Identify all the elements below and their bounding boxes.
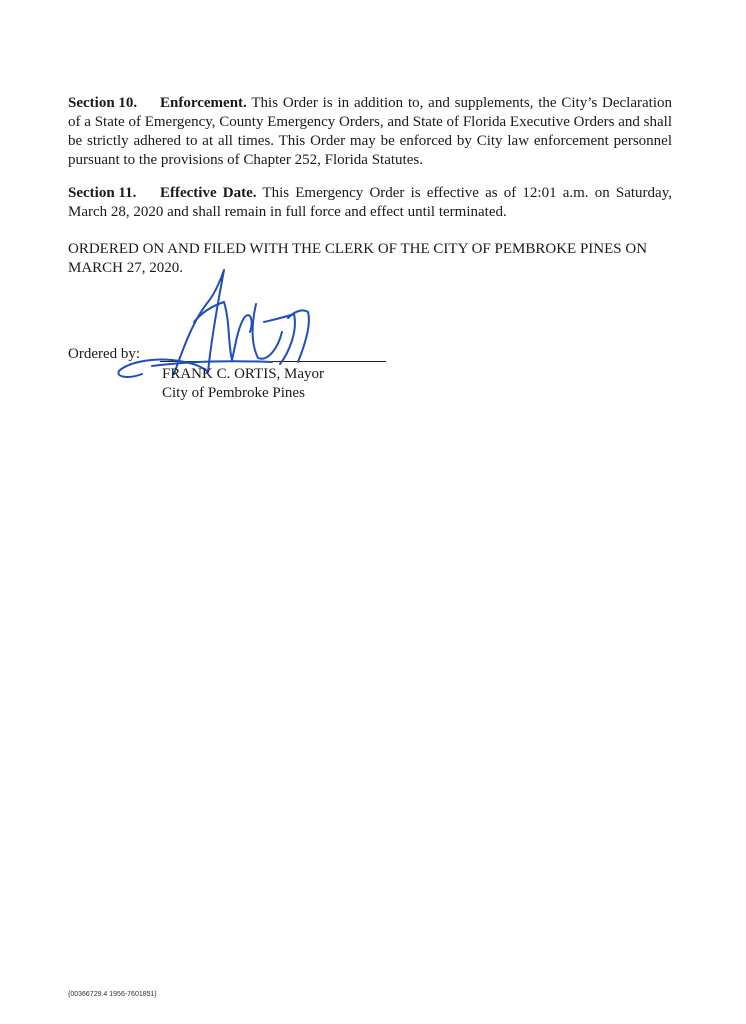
section-10-body: This Order is in addition to, and supplements, the City’s Declaration of a State of Emergency, County Emergency Orders, and State of Florida Executive Orders and shall be strictly adhered to at all times. This Order may be enforced by City law enforcement personnel pursuant to the provisions of Chapter 252, Florida Statutes. <box>68 95 672 168</box>
section-10-heading: Enforcement. <box>160 95 247 111</box>
section-11-number: Section 11. <box>68 185 137 201</box>
filed-statement: ORDERED ON AND FILED WITH THE CLERK OF THE CITY OF PEMBROKE PINES ON MARCH 27, 2020. <box>68 241 648 276</box>
section-10-paragraph <box>68 94 672 170</box>
signer-organization: City of Pembroke Pines <box>162 385 305 401</box>
section-10-number: Section 10. <box>68 95 138 111</box>
signer-name: FRANK C. ORTIS, Mayor <box>162 366 325 382</box>
handwritten-signature <box>112 262 325 382</box>
section-11-paragraph <box>68 184 672 222</box>
ordered-by-label: Ordered by: <box>68 346 141 362</box>
section-11-body: This Emergency Order is effective as of 12:01 a.m. on Saturday, March 28, 2020 and shall remain in full force and effect until terminated. <box>68 185 672 220</box>
document-id-footer: {00366729.4 1956-7601851} <box>68 991 157 998</box>
section-11-heading: Effective Date. <box>160 185 257 201</box>
